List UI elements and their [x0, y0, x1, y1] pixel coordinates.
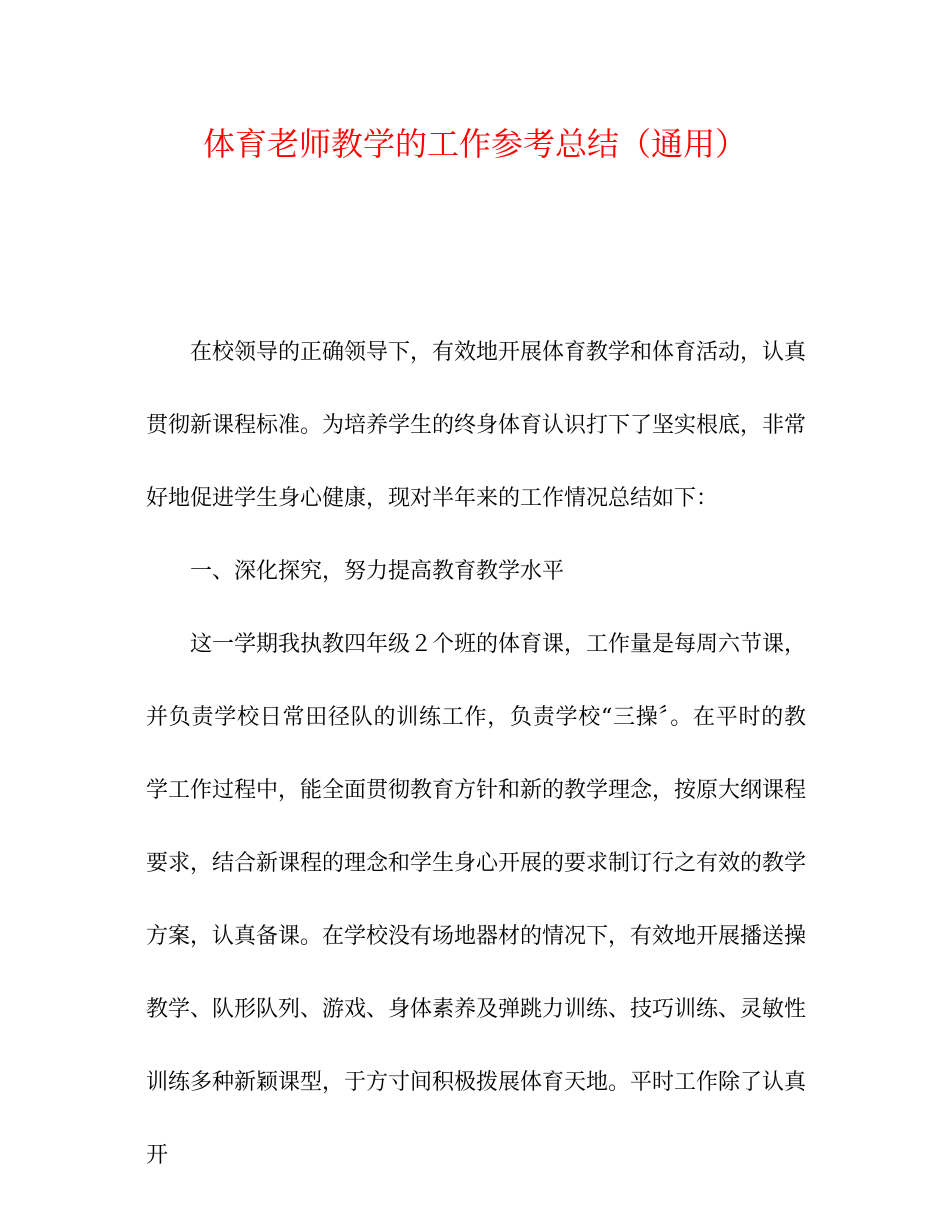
document-body: [146, 316, 806, 1192]
paragraph-teaching-work: 这一学期我执教四年级２个班的体育课，工作量是每周六节课，并负责学校日常田径队的训练工作，负责学校“三操〞。在平时的教学工作过程中，能全面贯彻教育方针和新的教学理念，按原大纲课程要求，结合新课程的理念和学生身心开展的要求制订行之有效的教学方案，认真备课。在学校没有场地器材的情况下，有效地开展播送操教学、队形队列、游戏、身体素养及弹跳力训练、技巧训练、灵敏性训练多种新颖课型，于方寸间积极拨展体育天地。平时工作除了认真开: [146, 632, 807, 1168]
paragraph-intro: 在校领导的正确领导下，有效地开展体育教学和体育活动，认真贯彻新课程标准。为培养学生的终身体育认识打下了坚实根底，非常好地促进学生身心健康，现对半年来的工作情况总结如下：: [146, 340, 807, 511]
section-heading-1: 一、深化探究，努力提高教育教学水平: [190, 559, 565, 584]
document-title: 体育老师教学的工作参考总结（通用）: [202, 125, 747, 163]
